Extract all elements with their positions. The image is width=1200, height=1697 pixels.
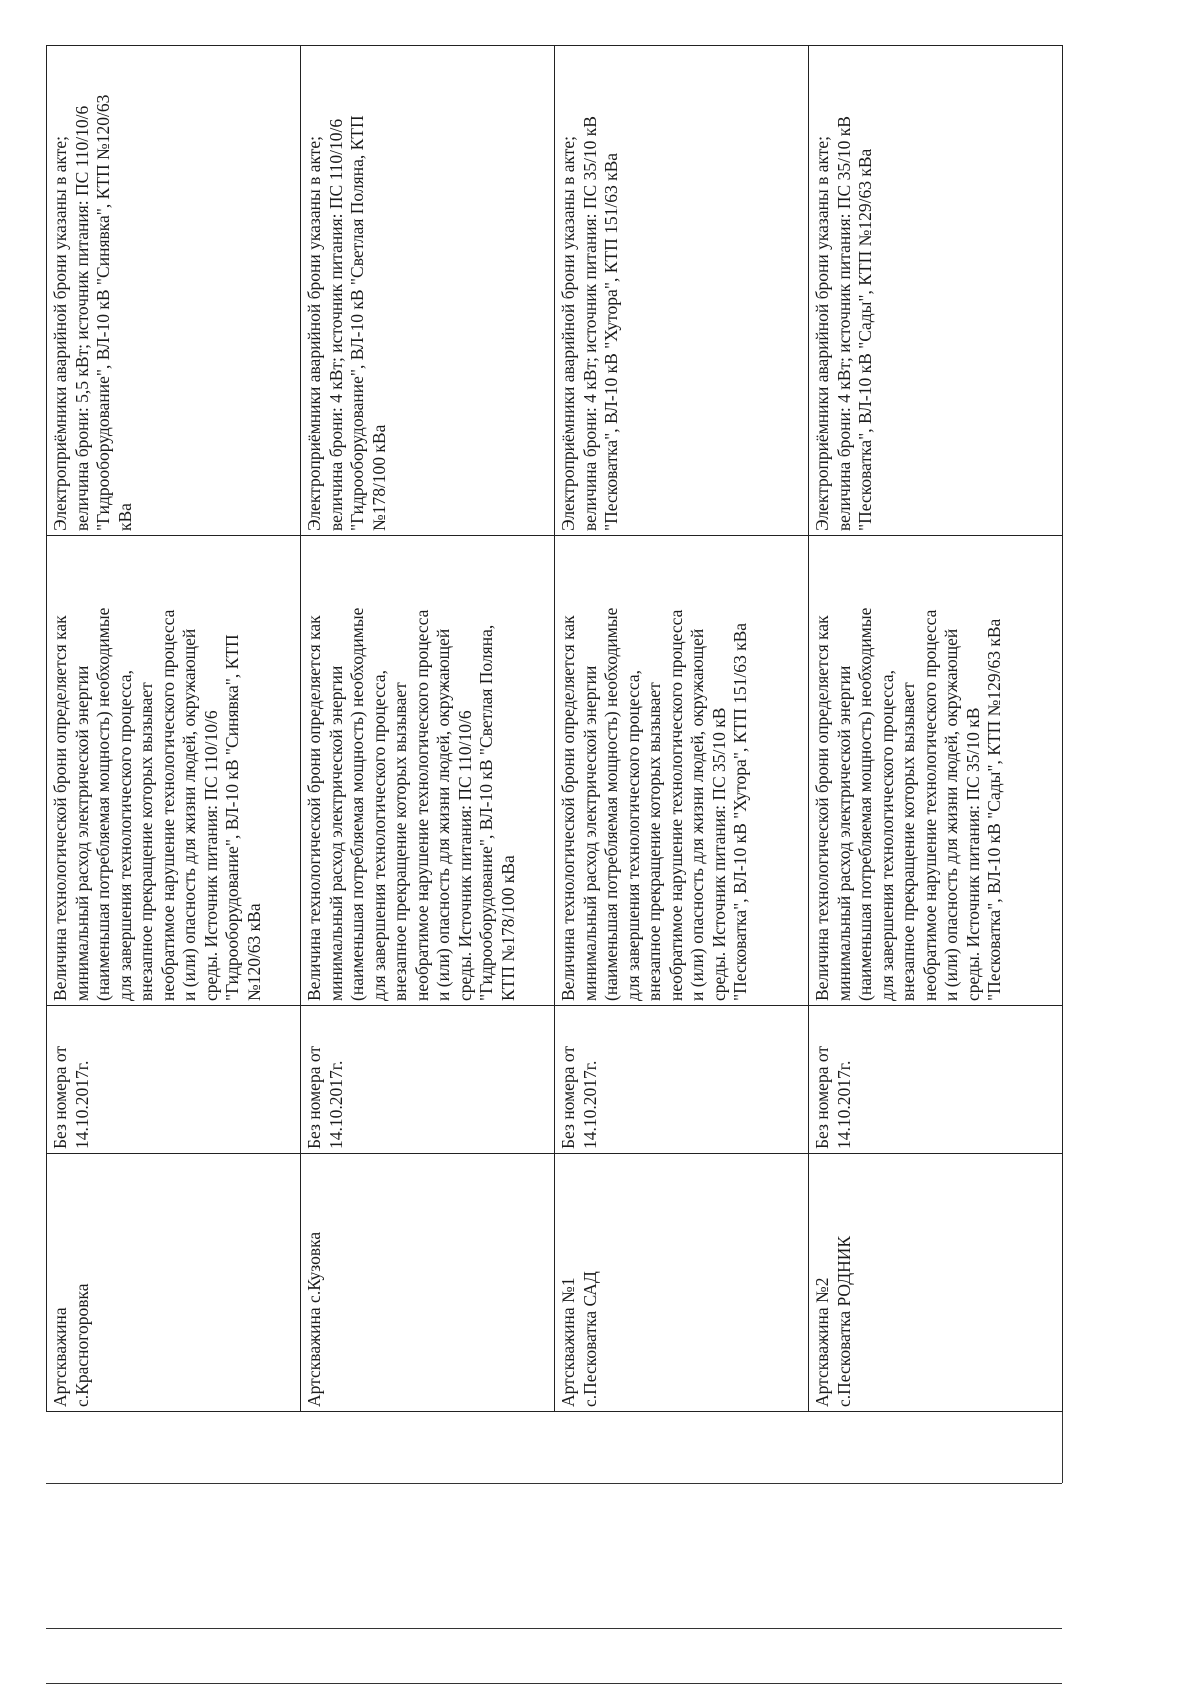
emergency-reserve-cell: Электроприёмники аварийной брони указаны в акте; величина брони: 5,5 кВт; источник питания: ПС 110/10/6 "Гидрооборудование", ВЛ-10 кВ "Синявка", КТП №120/63 кВа — [47, 46, 301, 536]
emergency-reserve-cell: Электроприёмники аварийной брони указаны в акте; величина брони: 4 кВт; источник питания: ПС 110/10/6 "Гидрооборудование", ВЛ-10 кВ "Светлая Поляна, КТП №178/100 кВа — [301, 46, 555, 536]
table-row — [47, 46, 301, 1412]
rule-line — [1062, 1412, 1063, 1483]
tech-reserve-cell: Величина технологической брони определяется как минимальный расход электрической энергии (наименьшая потребляемая мощность) необходимые для завершения технологического процесса, внезапное прекращение которых вызывает необратимое нарушение технологического процесса и (или) опасность для жизни людей, окружающей среды. Источник питания: ПС 110/10/6 "Гидрооборудование", ВЛ-10 кВ "Синявка", КТП №120/63 кВа — [47, 536, 301, 1006]
object-cell: Артскважина №1 с.Песковатка САД — [555, 1154, 809, 1412]
emergency-reserve-cell: Электроприёмники аварийной брони указаны в акте; величина брони: 4 кВт; источник питания: ПС 35/10 кВ "Песковатка", ВЛ-10 кВ "Сады", КТП №129/63 кВа — [809, 46, 1063, 536]
tech-reserve-cell: Величина технологической брони определяется как минимальный расход электрической энергии (наименьшая потребляемая мощность) необходимые для завершения технологического процесса, внезапное прекращение которых вызывает необратимое нарушение технологического процесса и (или) опасность для жизни людей, окружающей среды. Источник питания: ПС 110/10/6 "Гидрооборудование", ВЛ-10 кВ "Светлая Поляна, КТП №178/100 кВа — [301, 536, 555, 1006]
act-cell: Без номера от 14.10.2017г. — [47, 1006, 301, 1154]
rule-line — [46, 1628, 1062, 1629]
rule-line — [46, 1683, 1062, 1684]
rotated-table-area — [46, 46, 1062, 1412]
table-row — [301, 46, 555, 1412]
object-cell: Артскважина с.Кузовка — [301, 1154, 555, 1412]
reserve-table — [46, 45, 1063, 1412]
tech-reserve-cell: Величина технологической брони определяется как минимальный расход электрической энергии (наименьшая потребляемая мощность) необходимые для завершения технологического процесса, внезапное прекращение которых вызывает необратимое нарушение технологического процесса и (или) опасность для жизни людей, окружающей среды. Источник питания: ПС 35/10 кВ "Песковатка", ВЛ-10 кВ "Сады", КТП №129/63 кВа — [809, 536, 1063, 1006]
emergency-reserve-cell: Электроприёмники аварийной брони указаны в акте; величина брони: 4 кВт; источник питания: ПС 35/10 кВ "Песковатка", ВЛ-10 кВ "Хутора", КТП 151/63 кВа — [555, 46, 809, 536]
object-cell: Артскважина №2 с.Песковатка РОДНИК — [809, 1154, 1063, 1412]
object-cell: Артскважина с.Красногоровка — [47, 1154, 301, 1412]
act-cell: Без номера от 14.10.2017г. — [555, 1006, 809, 1154]
tech-reserve-cell: Величина технологической брони определяется как минимальный расход электрической энергии (наименьшая потребляемая мощность) необходимые для завершения технологического процесса, внезапное прекращение которых вызывает необратимое нарушение технологического процесса и (или) опасность для жизни людей, окружающей среды. Источник питания: ПС 35/10 кВ "Песковатка", ВЛ-10 кВ "Хутора", КТП 151/63 кВа — [555, 536, 809, 1006]
table-row — [809, 46, 1063, 1412]
act-cell: Без номера от 14.10.2017г. — [809, 1006, 1063, 1154]
act-cell: Без номера от 14.10.2017г. — [301, 1006, 555, 1154]
rule-line — [46, 1483, 1062, 1484]
table-row — [555, 46, 809, 1412]
